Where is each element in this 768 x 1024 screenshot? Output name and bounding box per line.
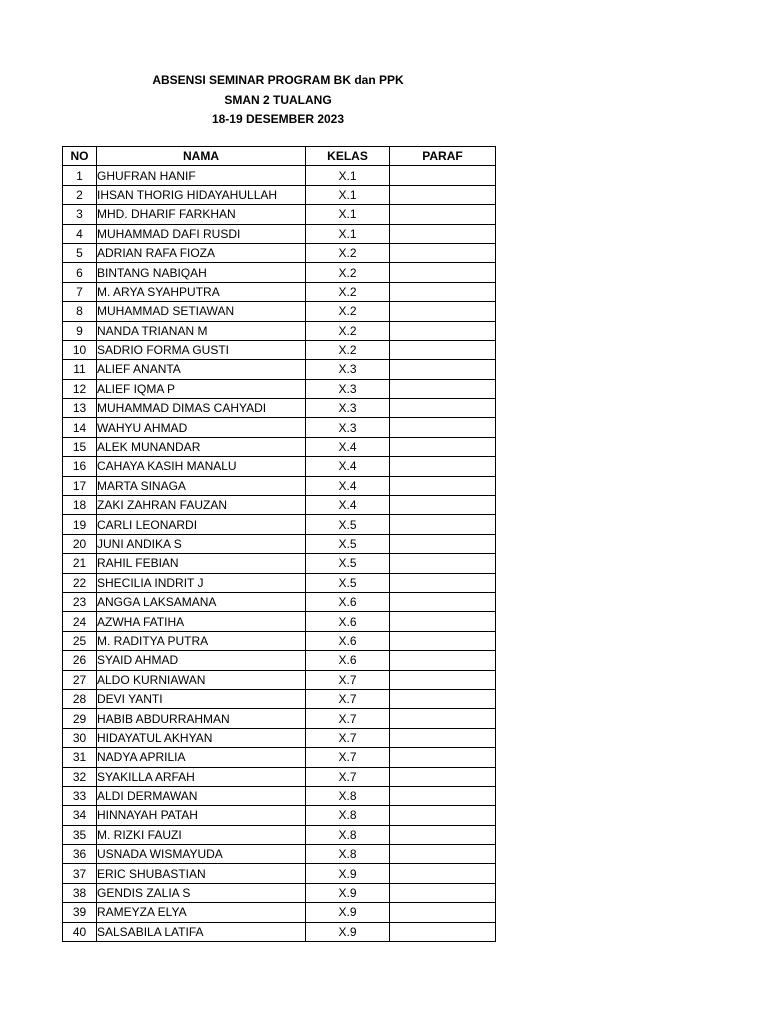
signature-cell bbox=[390, 496, 496, 515]
student-class: X.5 bbox=[306, 573, 390, 592]
row-number: 38 bbox=[63, 883, 97, 902]
table-row bbox=[63, 670, 496, 689]
table-row bbox=[63, 592, 496, 611]
student-class: X.1 bbox=[306, 224, 390, 243]
student-class: X.9 bbox=[306, 922, 390, 941]
row-number: 36 bbox=[63, 845, 97, 864]
student-name: MUHAMMAD DIMAS CAHYADI bbox=[97, 399, 306, 418]
signature-cell bbox=[390, 573, 496, 592]
signature-cell bbox=[390, 321, 496, 340]
table-row bbox=[63, 185, 496, 204]
student-class: X.4 bbox=[306, 476, 390, 495]
row-number: 28 bbox=[63, 689, 97, 708]
row-number: 7 bbox=[63, 282, 97, 301]
row-number: 16 bbox=[63, 457, 97, 476]
table-row bbox=[63, 631, 496, 650]
row-number: 13 bbox=[63, 399, 97, 418]
table-row bbox=[63, 205, 496, 224]
table-row bbox=[63, 282, 496, 301]
row-number: 11 bbox=[63, 360, 97, 379]
student-class: X.4 bbox=[306, 437, 390, 456]
student-class: X.6 bbox=[306, 631, 390, 650]
student-class: X.8 bbox=[306, 825, 390, 844]
signature-cell bbox=[390, 166, 496, 185]
student-name: BINTANG NABIQAH bbox=[97, 263, 306, 282]
attendance-table bbox=[62, 146, 496, 942]
signature-cell bbox=[390, 786, 496, 805]
student-class: X.1 bbox=[306, 205, 390, 224]
student-name: USNADA WISMAYUDA bbox=[97, 845, 306, 864]
signature-cell bbox=[390, 224, 496, 243]
school-name: SMAN 2 TUALANG bbox=[224, 93, 332, 107]
column-header-kelas: KELAS bbox=[306, 147, 390, 166]
student-name: CAHAYA KASIH MANALU bbox=[97, 457, 306, 476]
signature-cell bbox=[390, 302, 496, 321]
row-number: 25 bbox=[63, 631, 97, 650]
student-class: X.3 bbox=[306, 379, 390, 398]
signature-cell bbox=[390, 883, 496, 902]
column-header-no: NO bbox=[63, 147, 97, 166]
row-number: 15 bbox=[63, 437, 97, 456]
table-row bbox=[63, 554, 496, 573]
table-row bbox=[63, 845, 496, 864]
student-name: MUHAMMAD DAFI RUSDI bbox=[97, 224, 306, 243]
signature-cell bbox=[390, 554, 496, 573]
table-row bbox=[63, 922, 496, 941]
student-class: X.2 bbox=[306, 263, 390, 282]
row-number: 40 bbox=[63, 922, 97, 941]
table-row bbox=[63, 806, 496, 825]
signature-cell bbox=[390, 748, 496, 767]
row-number: 2 bbox=[63, 185, 97, 204]
student-name: MHD. DHARIF FARKHAN bbox=[97, 205, 306, 224]
row-number: 30 bbox=[63, 728, 97, 747]
signature-cell bbox=[390, 864, 496, 883]
table-row bbox=[63, 534, 496, 553]
student-name: M. RIZKI FAUZI bbox=[97, 825, 306, 844]
row-number: 32 bbox=[63, 767, 97, 786]
student-class: X.5 bbox=[306, 515, 390, 534]
table-row bbox=[63, 263, 496, 282]
signature-cell bbox=[390, 612, 496, 631]
document-title: ABSENSI SEMINAR PROGRAM BK dan PPK bbox=[152, 73, 404, 87]
row-number: 12 bbox=[63, 379, 97, 398]
signature-cell bbox=[390, 379, 496, 398]
student-class: X.3 bbox=[306, 418, 390, 437]
table-row bbox=[63, 302, 496, 321]
signature-cell bbox=[390, 825, 496, 844]
student-name: SYAID AHMAD bbox=[97, 651, 306, 670]
signature-cell bbox=[390, 651, 496, 670]
row-number: 1 bbox=[63, 166, 97, 185]
student-class: X.4 bbox=[306, 496, 390, 515]
student-class: X.7 bbox=[306, 709, 390, 728]
student-class: X.8 bbox=[306, 845, 390, 864]
signature-cell bbox=[390, 399, 496, 418]
student-name: ZAKI ZAHRAN FAUZAN bbox=[97, 496, 306, 515]
row-number: 5 bbox=[63, 243, 97, 262]
table-row bbox=[63, 399, 496, 418]
table-row bbox=[63, 689, 496, 708]
table-row bbox=[63, 476, 496, 495]
student-class: X.5 bbox=[306, 534, 390, 553]
table-row bbox=[63, 515, 496, 534]
student-class: X.7 bbox=[306, 728, 390, 747]
table-row bbox=[63, 243, 496, 262]
signature-cell bbox=[390, 243, 496, 262]
student-name: SHECILIA INDRIT J bbox=[97, 573, 306, 592]
row-number: 39 bbox=[63, 903, 97, 922]
table-row bbox=[63, 224, 496, 243]
table-row bbox=[63, 379, 496, 398]
row-number: 3 bbox=[63, 205, 97, 224]
student-name: MUHAMMAD SETIAWAN bbox=[97, 302, 306, 321]
table-row bbox=[63, 728, 496, 747]
row-number: 4 bbox=[63, 224, 97, 243]
table-row bbox=[63, 883, 496, 902]
signature-cell bbox=[390, 340, 496, 359]
student-name: ANGGA LAKSAMANA bbox=[97, 592, 306, 611]
student-name: SADRIO FORMA GUSTI bbox=[97, 340, 306, 359]
student-class: X.7 bbox=[306, 748, 390, 767]
event-date: 18-19 DESEMBER 2023 bbox=[211, 112, 345, 126]
student-class: X.8 bbox=[306, 786, 390, 805]
row-number: 29 bbox=[63, 709, 97, 728]
row-number: 24 bbox=[63, 612, 97, 631]
row-number: 6 bbox=[63, 263, 97, 282]
table-row bbox=[63, 767, 496, 786]
table-row bbox=[63, 903, 496, 922]
student-name: ALIEF ANANTA bbox=[97, 360, 306, 379]
row-number: 23 bbox=[63, 592, 97, 611]
row-number: 10 bbox=[63, 340, 97, 359]
student-name: GENDIS ZALIA S bbox=[97, 883, 306, 902]
student-name: WAHYU AHMAD bbox=[97, 418, 306, 437]
row-number: 18 bbox=[63, 496, 97, 515]
student-class: X.9 bbox=[306, 864, 390, 883]
row-number: 9 bbox=[63, 321, 97, 340]
student-class: X.7 bbox=[306, 689, 390, 708]
row-number: 21 bbox=[63, 554, 97, 573]
student-name: CARLI LEONARDI bbox=[97, 515, 306, 534]
column-header-nama: NAMA bbox=[97, 147, 306, 166]
student-name: NADYA APRILIA bbox=[97, 748, 306, 767]
row-number: 17 bbox=[63, 476, 97, 495]
table-row bbox=[63, 457, 496, 476]
student-name: ERIC SHUBASTIAN bbox=[97, 864, 306, 883]
signature-cell bbox=[390, 728, 496, 747]
row-number: 35 bbox=[63, 825, 97, 844]
signature-cell bbox=[390, 534, 496, 553]
student-name: MARTA SINAGA bbox=[97, 476, 306, 495]
signature-cell bbox=[390, 418, 496, 437]
row-number: 26 bbox=[63, 651, 97, 670]
table-row bbox=[63, 166, 496, 185]
student-name: RAHIL FEBIAN bbox=[97, 554, 306, 573]
student-class: X.6 bbox=[306, 592, 390, 611]
table-row bbox=[63, 496, 496, 515]
student-name: NANDA TRIANAN M bbox=[97, 321, 306, 340]
table-row bbox=[63, 709, 496, 728]
student-class: X.2 bbox=[306, 340, 390, 359]
row-number: 34 bbox=[63, 806, 97, 825]
signature-cell bbox=[390, 282, 496, 301]
table-row bbox=[63, 864, 496, 883]
table-row bbox=[63, 340, 496, 359]
signature-cell bbox=[390, 360, 496, 379]
student-class: X.3 bbox=[306, 399, 390, 418]
student-class: X.1 bbox=[306, 185, 390, 204]
student-class: X.6 bbox=[306, 651, 390, 670]
student-name: SALSABILA LATIFA bbox=[97, 922, 306, 941]
student-class: X.9 bbox=[306, 903, 390, 922]
row-number: 27 bbox=[63, 670, 97, 689]
row-number: 8 bbox=[63, 302, 97, 321]
student-class: X.1 bbox=[306, 166, 390, 185]
student-name: SYAKILLA ARFAH bbox=[97, 767, 306, 786]
signature-cell bbox=[390, 709, 496, 728]
signature-cell bbox=[390, 670, 496, 689]
student-class: X.8 bbox=[306, 806, 390, 825]
signature-cell bbox=[390, 263, 496, 282]
student-name: ALDO KURNIAWAN bbox=[97, 670, 306, 689]
row-number: 19 bbox=[63, 515, 97, 534]
student-class: X.4 bbox=[306, 457, 390, 476]
student-name: ADRIAN RAFA FIOZA bbox=[97, 243, 306, 262]
signature-cell bbox=[390, 592, 496, 611]
student-name: RAMEYZA ELYA bbox=[97, 903, 306, 922]
student-name: HIDAYATUL AKHYAN bbox=[97, 728, 306, 747]
signature-cell bbox=[390, 205, 496, 224]
signature-cell bbox=[390, 631, 496, 650]
signature-cell bbox=[390, 767, 496, 786]
student-class: X.2 bbox=[306, 243, 390, 262]
signature-cell bbox=[390, 437, 496, 456]
student-name: GHUFRAN HANIF bbox=[97, 166, 306, 185]
student-name: ALDI DERMAWAN bbox=[97, 786, 306, 805]
signature-cell bbox=[390, 476, 496, 495]
signature-cell bbox=[390, 457, 496, 476]
row-number: 31 bbox=[63, 748, 97, 767]
signature-cell bbox=[390, 689, 496, 708]
student-class: X.5 bbox=[306, 554, 390, 573]
student-class: X.3 bbox=[306, 360, 390, 379]
table-row bbox=[63, 825, 496, 844]
student-class: X.7 bbox=[306, 670, 390, 689]
table-row bbox=[63, 748, 496, 767]
student-class: X.2 bbox=[306, 282, 390, 301]
student-name: HABIB ABDURRAHMAN bbox=[97, 709, 306, 728]
row-number: 22 bbox=[63, 573, 97, 592]
signature-cell bbox=[390, 903, 496, 922]
student-name: IHSAN THORIG HIDAYAHULLAH bbox=[97, 185, 306, 204]
row-number: 37 bbox=[63, 864, 97, 883]
table-row bbox=[63, 321, 496, 340]
signature-cell bbox=[390, 515, 496, 534]
row-number: 20 bbox=[63, 534, 97, 553]
student-name: M. ARYA SYAHPUTRA bbox=[97, 282, 306, 301]
row-number: 14 bbox=[63, 418, 97, 437]
signature-cell bbox=[390, 922, 496, 941]
table-row bbox=[63, 651, 496, 670]
table-row bbox=[63, 418, 496, 437]
table-body bbox=[63, 166, 496, 942]
table-row bbox=[63, 573, 496, 592]
student-name: AZWHA FATIHA bbox=[97, 612, 306, 631]
table-row bbox=[63, 612, 496, 631]
student-class: X.2 bbox=[306, 302, 390, 321]
student-name: M. RADITYA PUTRA bbox=[97, 631, 306, 650]
student-name: ALIEF IQMA P bbox=[97, 379, 306, 398]
table-row bbox=[63, 437, 496, 456]
student-class: X.6 bbox=[306, 612, 390, 631]
row-number: 33 bbox=[63, 786, 97, 805]
table-row bbox=[63, 786, 496, 805]
signature-cell bbox=[390, 806, 496, 825]
signature-cell bbox=[390, 845, 496, 864]
column-header-paraf: PARAF bbox=[390, 147, 496, 166]
signature-cell bbox=[390, 185, 496, 204]
student-name: JUNI ANDIKA S bbox=[97, 534, 306, 553]
table-header-row bbox=[63, 147, 496, 166]
student-class: X.9 bbox=[306, 883, 390, 902]
table-row bbox=[63, 360, 496, 379]
student-class: X.2 bbox=[306, 321, 390, 340]
student-class: X.7 bbox=[306, 767, 390, 786]
student-name: DEVI YANTI bbox=[97, 689, 306, 708]
student-name: HINNAYAH PATAH bbox=[97, 806, 306, 825]
student-name: ALEK MUNANDAR bbox=[97, 437, 306, 456]
